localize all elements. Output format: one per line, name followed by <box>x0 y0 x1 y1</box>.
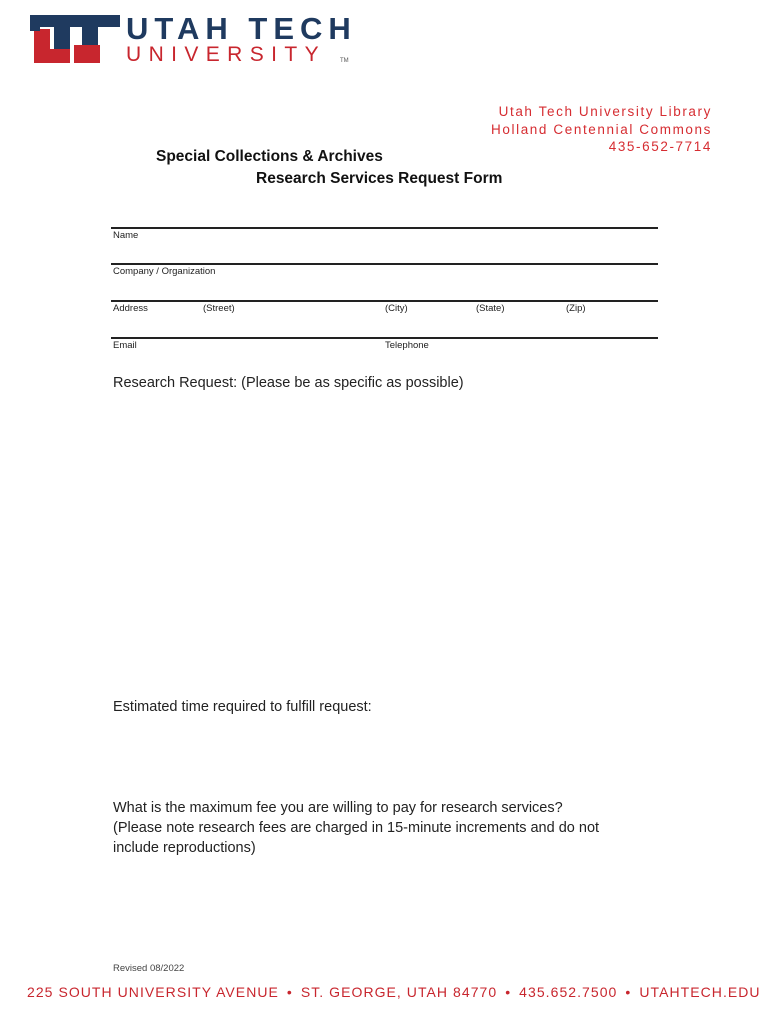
footer-separator: • <box>505 984 512 1000</box>
research-request-area[interactable] <box>111 398 658 678</box>
address-label: Address <box>113 303 148 314</box>
name-field-line[interactable] <box>111 227 658 229</box>
form-title-line1: Special Collections & Archives <box>156 148 383 165</box>
footer-website[interactable]: UTAHTECH.EDU <box>639 984 761 1000</box>
footer-separator: • <box>625 984 632 1000</box>
address-field-line[interactable] <box>111 300 658 302</box>
max-fee-area[interactable] <box>111 862 658 952</box>
max-fee-line3: include reproductions) <box>113 840 256 856</box>
street-label: (Street) <box>203 303 235 314</box>
footer-contact-line <box>27 984 761 1000</box>
max-fee-prompt <box>113 798 599 858</box>
city-label: (City) <box>385 303 408 314</box>
library-phone: 435-652-7714 <box>608 139 712 154</box>
max-fee-line1: What is the maximum fee you are willing to pay for research services? <box>113 800 563 816</box>
revision-date: Revised 08/2022 <box>113 963 185 974</box>
footer-phone: 435.652.7500 <box>519 984 618 1000</box>
zip-label: (Zip) <box>566 303 586 314</box>
max-fee-line2: (Please note research fees are charged in 15-minute increments and do not <box>113 820 600 836</box>
footer-separator: • <box>286 984 293 1000</box>
utah-tech-ut-logo-mark-icon <box>30 15 120 63</box>
library-building: Holland Centennial Commons <box>491 121 712 137</box>
company-field-line[interactable] <box>111 263 658 265</box>
state-label: (State) <box>476 303 505 314</box>
footer-city: ST. GEORGE, UTAH 84770 <box>300 984 498 1000</box>
logo-trademark: TM <box>340 58 349 64</box>
email-telephone-field-line[interactable] <box>111 337 658 339</box>
company-label: Company / Organization <box>113 266 216 277</box>
logo-wordmark-line1: UTAH TECH <box>126 11 357 46</box>
estimated-time-area[interactable] <box>111 722 658 792</box>
logo-wordmark-line2: UNIVERSITY <box>126 43 327 66</box>
library-address-block <box>491 103 712 156</box>
telephone-label: Telephone <box>385 340 429 351</box>
name-label: Name <box>113 230 139 241</box>
estimated-time-prompt: Estimated time required to fulfill request: <box>113 699 372 715</box>
footer-address: 225 SOUTH UNIVERSITY AVENUE <box>27 984 279 1000</box>
form-title-line2: Research Services Request Form <box>256 170 503 187</box>
research-request-prompt: Research Request: (Please be as specific as possible) <box>113 375 464 391</box>
email-label: Email <box>113 340 137 351</box>
library-name: Utah Tech University Library <box>498 104 712 119</box>
